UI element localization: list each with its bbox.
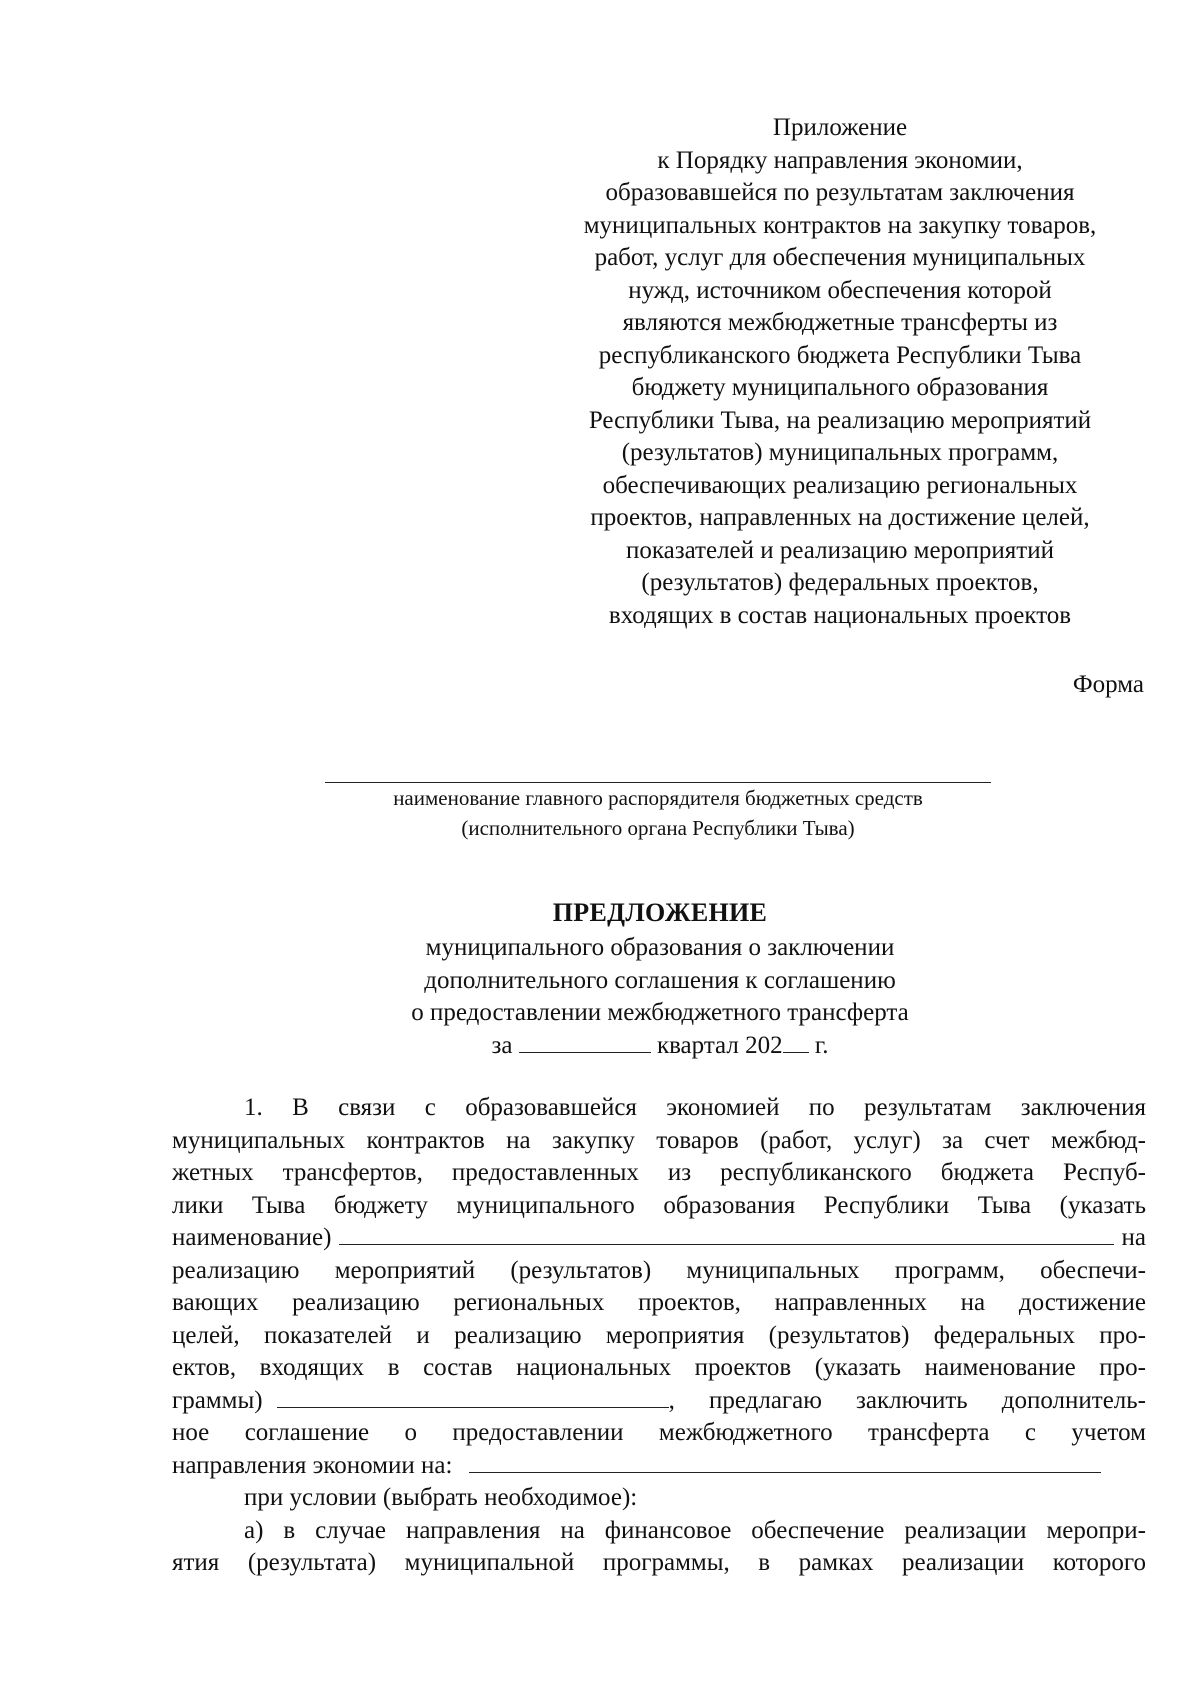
appendix-line: (результатов) муниципальных программ, [621, 439, 1059, 466]
body-line-part: , предлагаю заключить дополнитель- [668, 1386, 1146, 1414]
subtitle-za: за [491, 1031, 513, 1059]
appendix-line: нужд, источником обеспечения которой [628, 276, 1052, 304]
year-blank [783, 1030, 809, 1053]
body-text [172, 1092, 1146, 1580]
appendix-line: республиканского бюджета Республики Тыва [598, 341, 1082, 369]
appendix-line: проектов, направленных на достижение целей, [590, 504, 1090, 531]
body-line-part: на [1121, 1224, 1146, 1251]
appendix-line: муниципальных контрактов на закупку товаров, [583, 211, 1097, 239]
body-line-program-field [172, 1385, 1146, 1418]
form-label: Форма [1072, 671, 1144, 698]
subtitle-period-line [0, 1030, 1200, 1063]
body-line-part: наименование) [172, 1224, 332, 1251]
program-name-blank [277, 1385, 669, 1408]
body-line: ное соглашение о предоставлении межбюджетного трансферта с учетом [172, 1419, 1146, 1446]
subtitle-g: г. [814, 1031, 829, 1059]
document-title: ПРЕДЛОЖЕНИЕ [552, 898, 768, 927]
body-line-economy-field [172, 1450, 1146, 1483]
municipality-name-blank [339, 1222, 1113, 1245]
body-line: жетных трансфертов, предоставленных из республиканского бюджета Респуб- [172, 1159, 1146, 1186]
appendix-line: Республики Тыва, на реализацию мероприятий [588, 406, 1092, 434]
economy-target-blank [469, 1450, 1101, 1473]
subtitle-line1: муниципального образования о заключении [425, 934, 895, 961]
body-line: ятия (результата) муниципальной программы, в рамках реализации которого [172, 1549, 1146, 1576]
appendix-line: бюджету муниципального образования [631, 374, 1049, 401]
body-line: а) в случае направления на финансовое обеспечение реализации меропри- [244, 1516, 1146, 1544]
body-line: ектов, входящих в состав национальных проектов (указать наименование про- [172, 1354, 1146, 1381]
appendix-line: обеспечивающих реализацию региональных [602, 471, 1078, 499]
appendix-line: к Порядку направления экономии, [657, 146, 1023, 174]
appendix-line: (результатов) федеральных проектов, [641, 569, 1039, 596]
appendix-line: образовавшейся по результатам заключения [605, 179, 1075, 206]
body-line: целей, показателей и реализацию мероприятия (результатов) федеральных про- [172, 1321, 1146, 1349]
body-line-name-field [172, 1222, 1146, 1255]
body-line: 1. В связи с образовавшейся экономией по результатам заключения [244, 1094, 1146, 1121]
subtitle-line2: дополнительного соглашения к соглашению [424, 966, 896, 994]
body-line: лики Тыва бюджету муниципального образования Республики Тыва (указать [172, 1191, 1146, 1219]
body-line-part: граммы) [172, 1386, 263, 1414]
body-line: муниципальных контрактов на закупку товаров (работ, услуг) за счет межбюд- [172, 1126, 1146, 1154]
body-line: при условии (выбрать необходимое): [244, 1484, 638, 1511]
appendix-header [540, 112, 1140, 632]
document-subtitle [0, 932, 1200, 1062]
body-line: реализацию мероприятий (результатов) муниципальных программ, обеспечи- [172, 1256, 1146, 1284]
appendix-line: являются межбюджетные трансферты из [622, 309, 1058, 336]
recipient-caption-line1: наименование главного распорядителя бюджетных средств [393, 786, 923, 810]
body-line: вающих реализацию региональных проектов, направленных на достижение [172, 1289, 1146, 1316]
recipient-caption [325, 783, 991, 843]
quarter-blank [519, 1030, 651, 1053]
recipient-caption-line2: (исполнительного органа Республики Тыва) [461, 816, 855, 840]
appendix-line: Приложение [772, 114, 908, 141]
appendix-line: работ, услуг для обеспечения муниципальных [594, 244, 1086, 271]
appendix-line: входящих в состав национальных проектов [608, 601, 1072, 629]
body-line-part: направления экономии на: [172, 1451, 453, 1479]
subtitle-kvartal: квартал 202 [656, 1031, 783, 1059]
appendix-line: показателей и реализацию мероприятий [625, 536, 1054, 564]
subtitle-line3: о предоставлении межбюджетного трансферта [411, 999, 909, 1026]
